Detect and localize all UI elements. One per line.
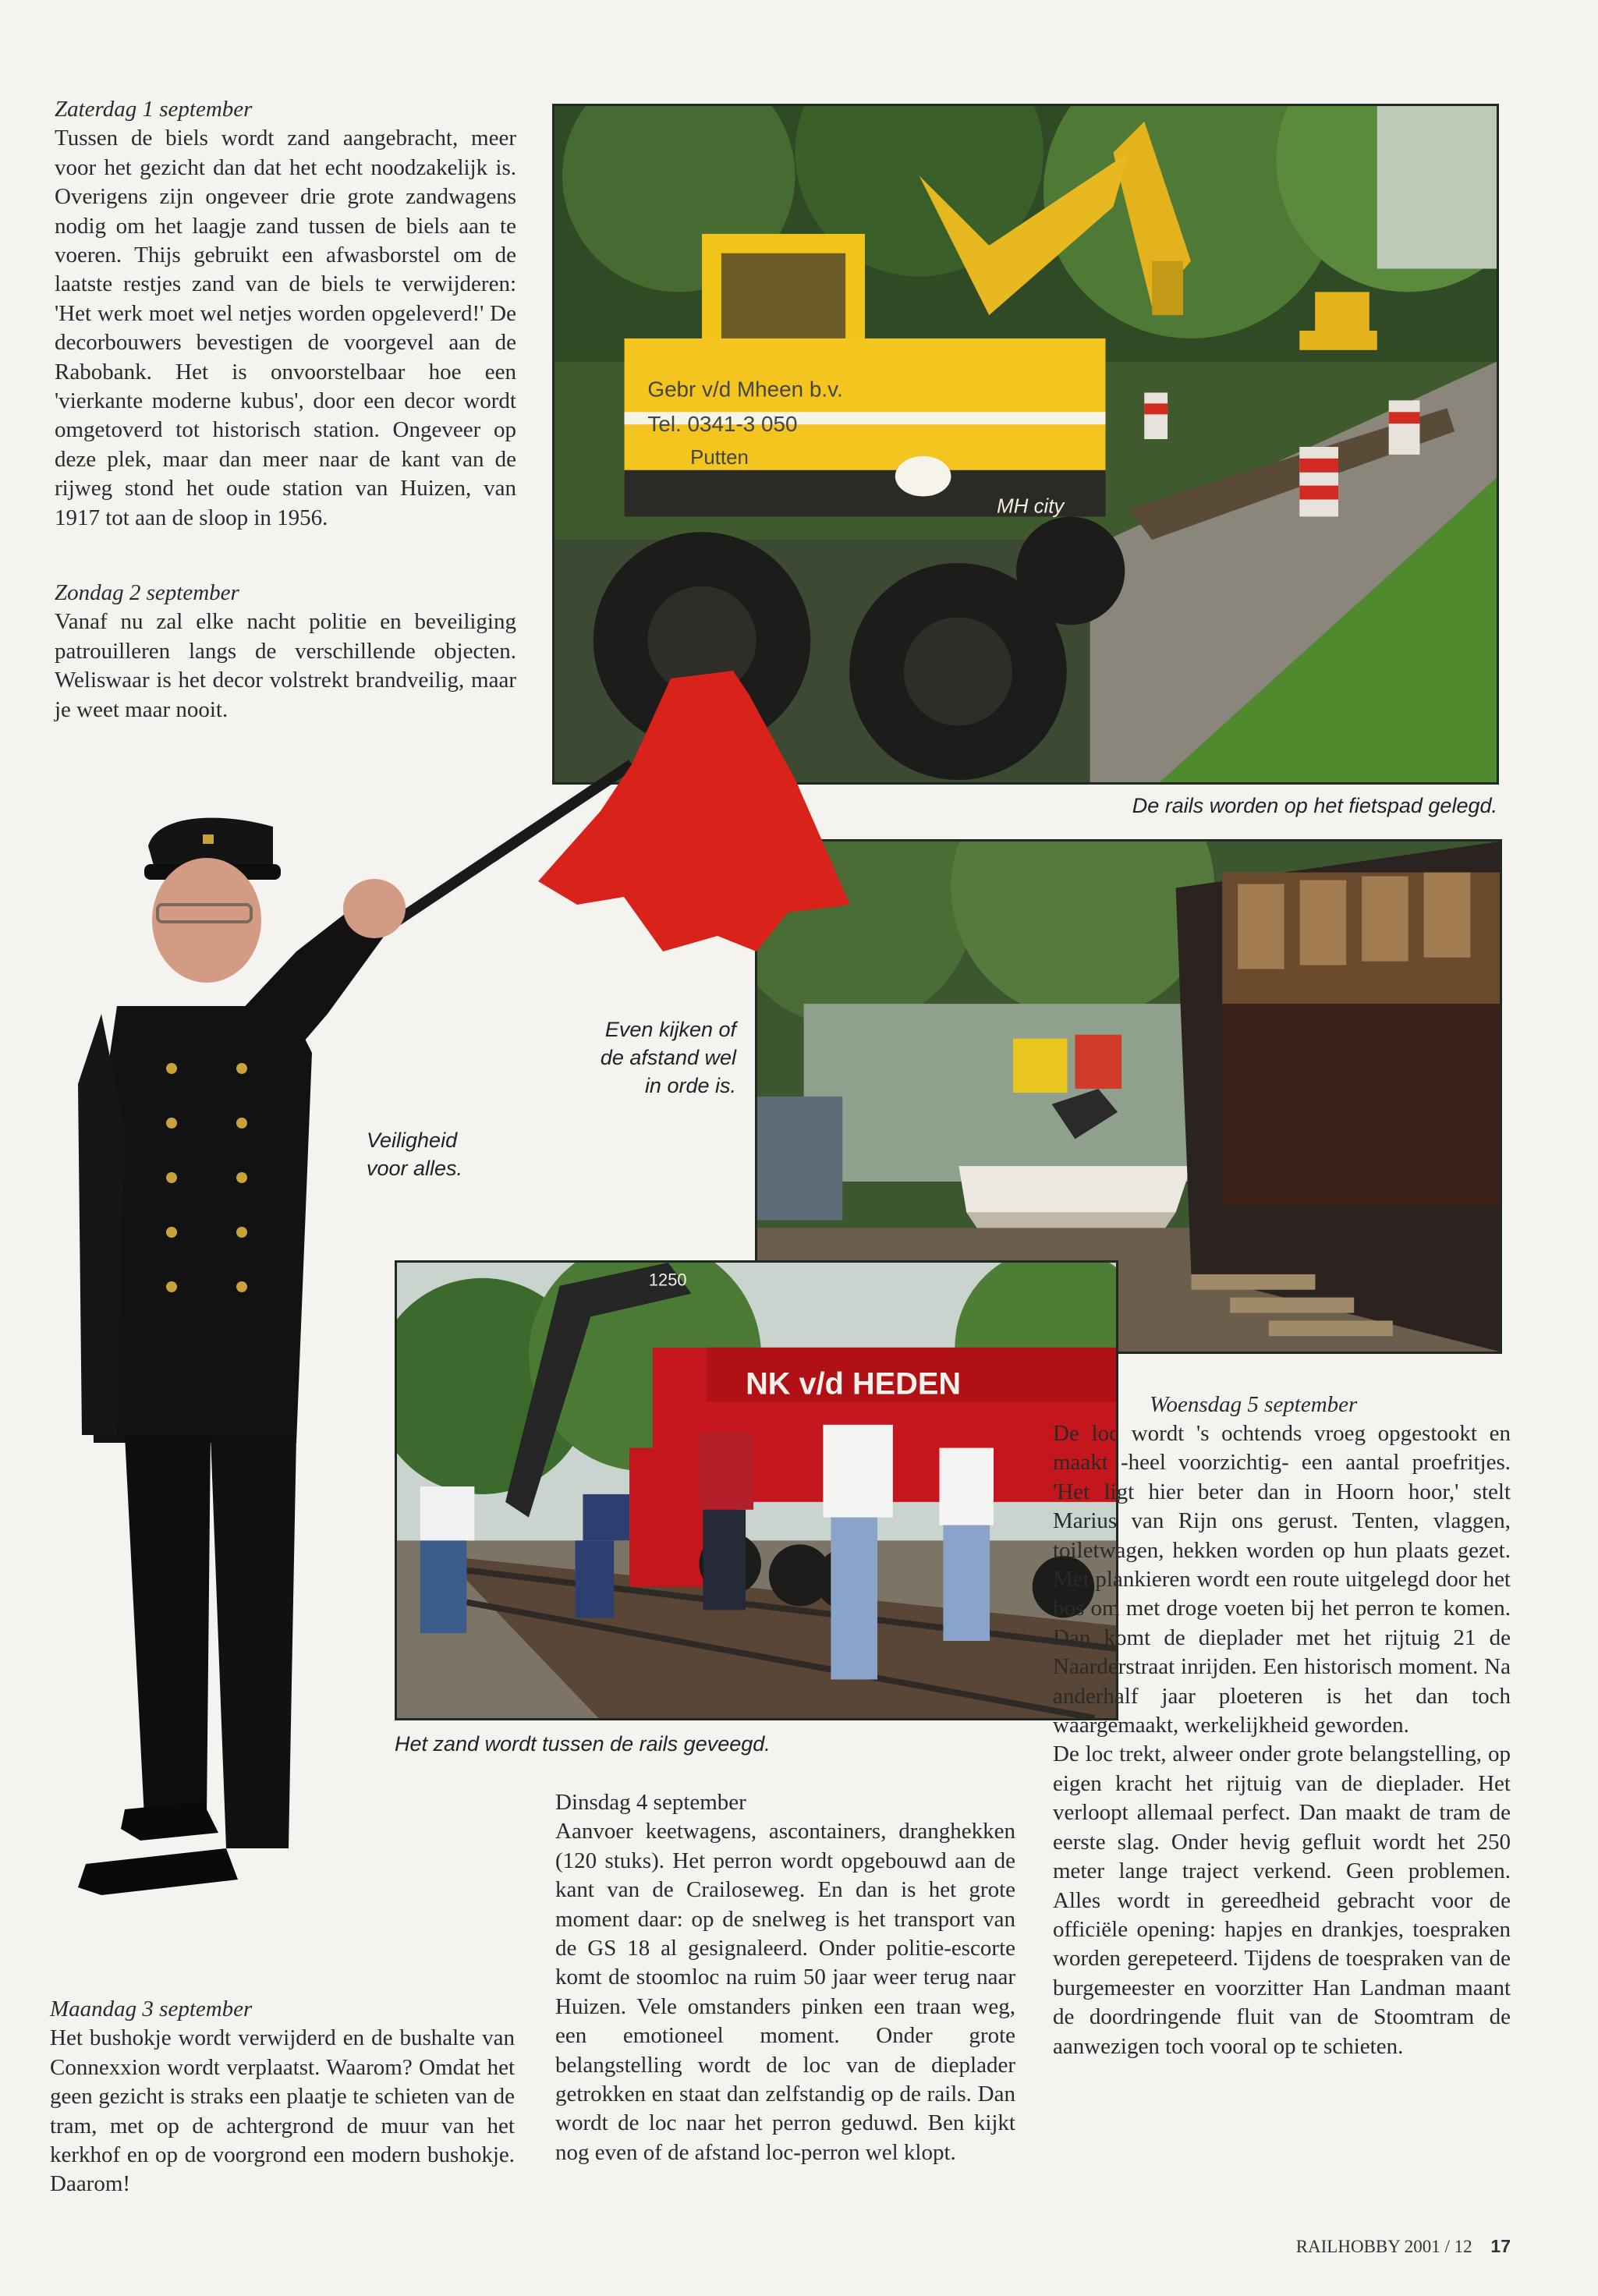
section-body: Vanaf nu zal elke nacht politie en beveiliging patrouilleren langs de verschillende objecten. Weliswaar is het decor volstrekt brandveilig, maar je weet maar nooit. — [55, 609, 516, 722]
caption-zand: Het zand wordt tussen de rails geveegd. — [395, 1732, 771, 1756]
section-heading: Woensdag 5 september — [1150, 1392, 1358, 1417]
section-zaterdag — [55, 95, 516, 533]
section-woensdag-body — [1053, 1419, 1511, 2061]
photo-sweeping-image — [397, 1263, 1116, 1718]
section-body-part2: De loc trekt, alweer onder grote belangstelling, op eigen kracht het rijtuig van de dieplader. Het verloopt allemaal perfect. Dan maakt de tram de eerste slag. Onder hevig gefluit wordt het 250 meter lange traject verkend. Geen problemen. Alles wordt in gereedheid gebracht voor de officiële opening: hapjes en drankjes, toespraken worden gerepeteerd. Tijdens de toespraken van de burgemeester en voorzitter Han Landman maant de doordringende fluit van de Stoomtram de aanwezigen toch vooral op te schieten. — [1053, 1741, 1511, 2059]
section-body: Tussen de biels wordt zand aangebracht, meer voor het gezicht dan dat het echt noodzakelijk is. Overigens zijn ongeveer drie grote zandwagens nodig om het laagje zand tussen de biels aan te voeren. Thijs gebruikt een afwasborstel om de laatste restjes zand van de biels te verwijderen: 'Het werk moet wel netjes worden opgeleverd!' De decorbouwers bevestigen de voorgevel aan de Rabobank. Het is onvoorstelbaar hoe een 'vierkante moderne kubus', door een decor wordt omgetoverd tot historisch station. Ongeveer op deze plek, maar dan meer naar de kant van de rijweg stond het oude station van Huizen, van 1917 tot aan de sloop in 1956. — [55, 126, 516, 530]
excavator-town-text: Putten — [690, 446, 749, 469]
section-woensdag — [1150, 1391, 1511, 1419]
red-flag — [538, 671, 850, 951]
magazine-issue: RAILHOBBY 2001 / 12 — [1295, 2237, 1472, 2256]
excavator-model-text: MH city — [997, 495, 1065, 518]
caption-veiligheid: Veiligheid voor alles. — [367, 1129, 463, 1180]
section-body-part1: De loc wordt 's ochtends vroeg opgestookt en maakt -heel voorzichtig- een aantal proefritjes. 'Het ligt hier beter dan in Hoorn hoor,' stelt Marius van Rijn ons gerust. Tenten, vlaggen, toiletwagen, hekken worden op hun plaats gezet. Met plankieren wordt een route uitgelegd door het bos om met droge voeten bij het perron te komen. Dan komt de dieplader met het rijtuig 21 de Naarderstraat inrijden. Een historisch moment. Na anderhalf jaar ploeteren is het dan toch waargemaakt, werkelijkheid geworden. — [1053, 1421, 1511, 1738]
section-maandag — [50, 1995, 515, 2199]
section-body: Het bushokje wordt verwijderd en de bushalte van Connexxion wordt verplaatst. Waarom? Omdat het geen gezicht is straks een plaatje te schieten van de tram, met op de achtergrond de muur van het kerkhof en op de voorgrond een modern bushokje. Daarom! — [50, 2025, 515, 2197]
page-number: 17 — [1490, 2236, 1511, 2256]
section-dinsdag — [555, 1788, 1015, 2167]
excavator-sign-text: Gebr v/d Mheen b.v. — [647, 377, 843, 402]
section-heading: Maandag 3 september — [50, 1997, 253, 2021]
caption-afstand: Even kijken of de afstand wel in orde is. — [600, 1018, 736, 1097]
crane-number-text: 1250 — [648, 1270, 687, 1290]
page-footer — [1296, 2236, 1511, 2257]
section-heading: Zaterdag 1 september — [55, 97, 253, 122]
section-heading: Dinsdag 4 september — [555, 1790, 746, 1815]
excavator-phone-text: Tel. 0341-3 050 — [647, 412, 798, 437]
section-heading: Zondag 2 september — [55, 580, 239, 605]
section-body: Aanvoer keetwagens, ascontainers, dranghekken (120 stuks). Het perron wordt opgebouwd aan de kant van de Crailoseweg. En dan is het grote moment daar: op de snelweg is het transport van de GS 18 al gesignaleerd. Onder politie-escorte komt de stoomloc na ruim 50 jaar weer terug naar Huizen. Vele omstanders pinken een traan weg, een emotioneel moment. Onder grote belangstelling wordt de loc van de dieplader getrokken en staat dan zelfstandig op de rails. Dan wordt de loc naar het perron geduwd. Ben kijkt nog even of de afstand loc-perron wel klopt. — [555, 1819, 1015, 2165]
caption-rails: De rails worden op het fietspad gelegd. — [1132, 794, 1497, 817]
photo-sweeping — [395, 1260, 1118, 1720]
truck-sign-text: NK v/d HEDEN — [746, 1366, 962, 1401]
